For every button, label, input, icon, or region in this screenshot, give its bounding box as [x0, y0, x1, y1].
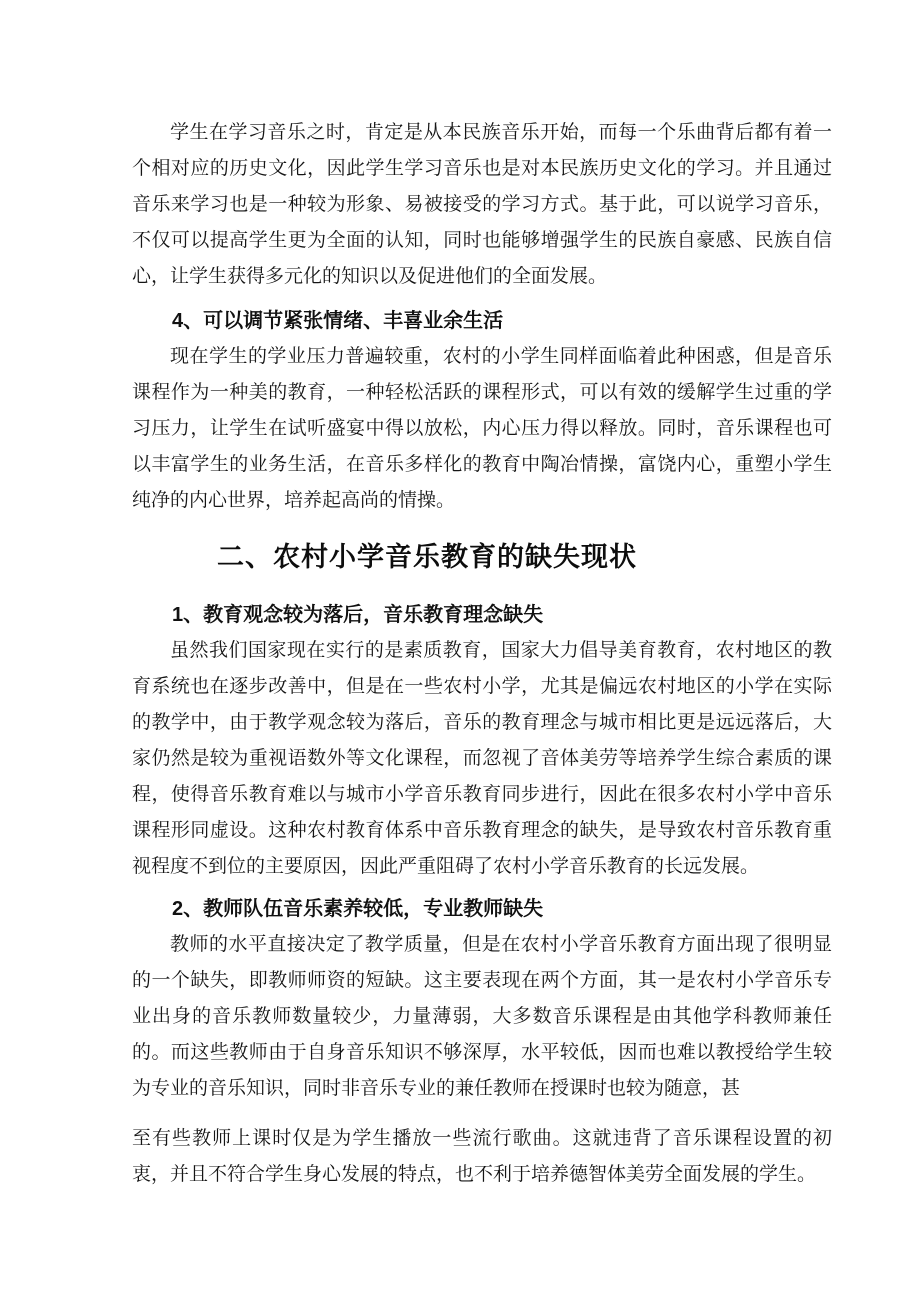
paragraph-issue-2-continued: 至有些教师上课时仅是为学生播放一些流行歌曲。这就违背了音乐课程设置的初衷，并且不符合学生身心发展的特点，也不利于培养德智体美劳全面发展的学生。 — [132, 1128, 832, 1185]
heading-benefit-4: 4、可以调节紧张情绪、丰喜业余生活 — [172, 310, 504, 332]
paragraph-issue-1: 虽然我们国家现在实行的是素质教育，国家大力倡导美育教育，农村地区的教育系统也在逐步改善中，但是在一些农村小学，尤其是偏远农村地区的小学在实际的教学中，由于教学观念较为落后，音乐的教育理念与城市相比更是远远落后，大家仍然是较为重视语数外等文化课程，而忽视了音体美劳等培养学生综合素质的课程，使得音乐教育难以与城市小学音乐教育同步进行，因此在很多农村小学中音乐课程形同虚设。这种农村教育体系中音乐教育理念的缺失，是导致农村音乐教育重视程度不到位的主要原因，因此严重阻碍了农村小学音乐教育的长远发展。 — [132, 640, 832, 877]
heading-issue-1: 1、教育观念较为落后，音乐教育理念缺失 — [172, 604, 544, 626]
section-heading-rural-music-education-deficiency: 二、农村小学音乐教育的缺失现状 — [217, 542, 637, 572]
paragraph-issue-2: 教师的水平直接决定了教学质量，但是在农村小学音乐教育方面出现了很明显的一个缺失，即教师师资的短缺。这主要表现在两个方面，其一是农村小学音乐专业出身的音乐教师数量较少，力量薄弱，大多数音乐课程是由其他学科教师兼任的。而这些教师由于自身音乐知识不够深厚，水平较低，因而也难以教授给学生较为专业的音乐知识，同时非音乐专业的兼任教师在授课时也较为随意，甚 — [132, 934, 832, 1099]
heading-issue-2: 2、教师队伍音乐素养较低，专业教师缺失 — [172, 898, 544, 920]
paragraph-benefit-4: 现在学生的学业压力普遍较重，农村的小学生同样面临着此种困惑，但是音乐课程作为一种美的教育，一种轻松活跃的课程形式，可以有效的缓解学生过重的学习压力，让学生在试听盛宴中得以放松，内心压力得以释放。同时，音乐课程也可以丰富学生的业务生活，在音乐多样化的教育中陶冶情操，富饶内心，重塑小学生纯净的内心世界，培养起高尚的情操。 — [132, 346, 832, 511]
paragraph-intro: 学生在学习音乐之时，肯定是从本民族音乐开始，而每一个乐曲背后都有着一个相对应的历史文化，因此学生学习音乐也是对本民族历史文化的学习。并且通过音乐来学习也是一种较为形象、易被接受的学习方式。基于此，可以说学习音乐，不仅可以提高学生更为全面的认知，同时也能够增强学生的民族自豪感、民族自信心，让学生获得多元化的知识以及促进他们的全面发展。 — [132, 122, 832, 287]
